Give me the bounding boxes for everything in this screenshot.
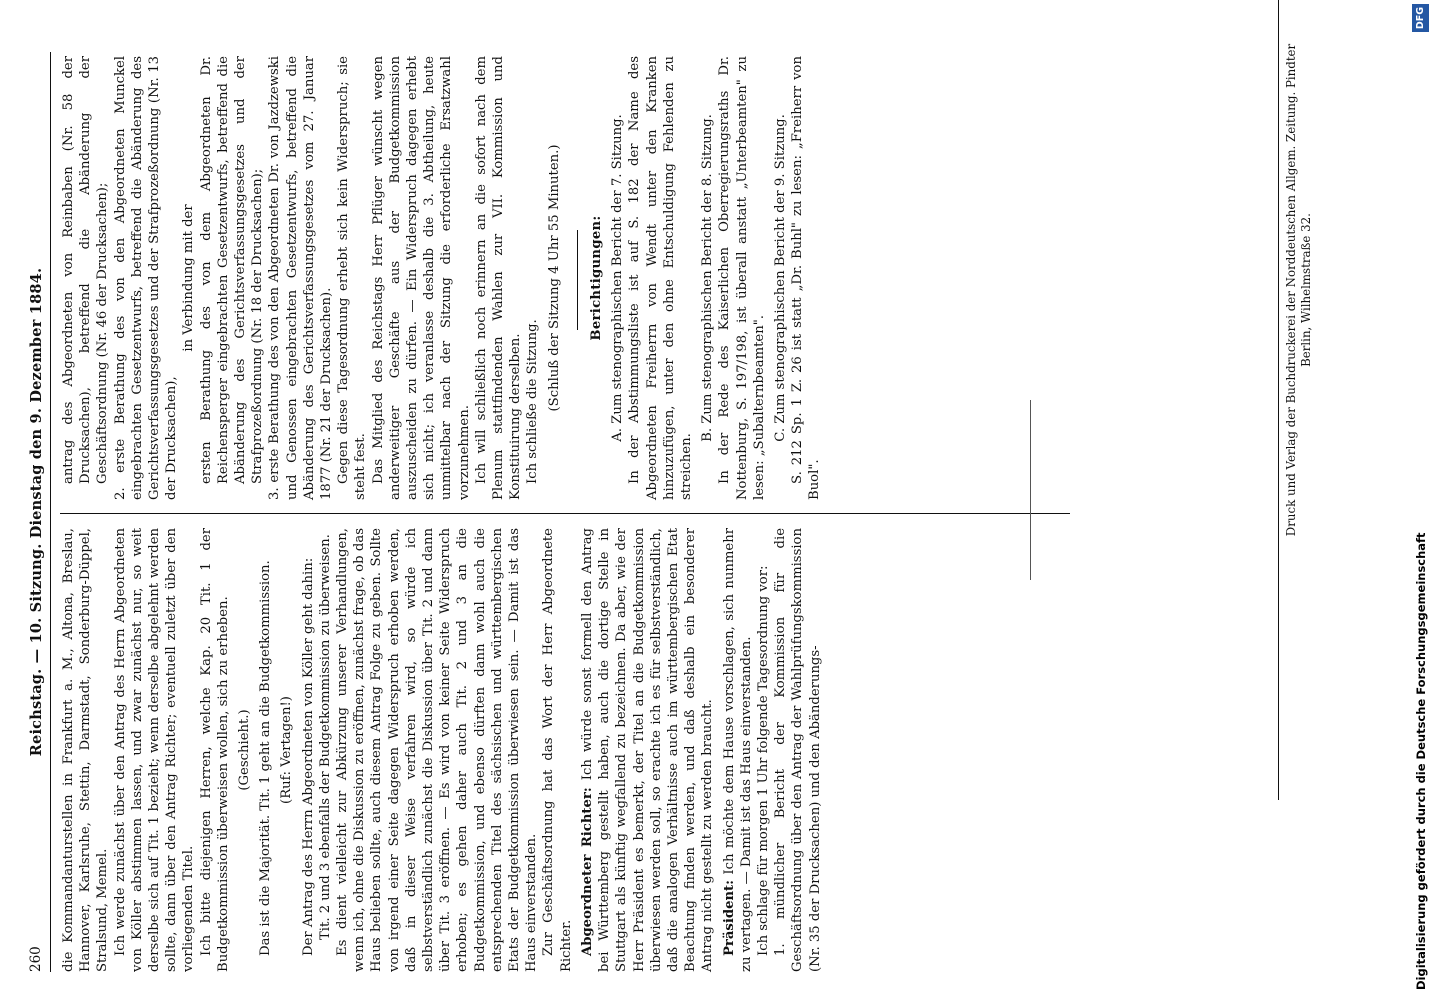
stage-note: (Ruf: Vertagen!) [279,696,295,804]
paragraph: Ich werde zunächst über den Antrag des Herrn Abgeordneten von Köller abstimmen lassen, und zwar zunächst nur, so weit derselbe sich auf Tit. 1 bezieht; wenn derselbe abgelehnt werden sollte, dann über den Antrag Richter; eventuell zuletzt über den vorliegenden Titel. [112,528,197,972]
paragraph: Ich schließe die Sitzung. [525,319,541,484]
correction-text: S. 212 Sp. 1 Z. 26 ist statt „Dr. Buhl" zu lesen: „Freiherr von Buol". [790,56,823,500]
paragraph: Das Mitglied des Reichstags Herr Pflüger wünscht wegen anderweitiger Geschäfte aus der Budgetkommission auszuscheiden zu dürfen. — Ein Widerspruch dagegen erhebt sich nicht; ich veranlasse deshalb die 3. Abtheilung, heute unmittelbar nach der Sitzung die erforderliche Ersatzwahl vorzunehmen. [370,56,472,500]
correction-text: In der Rede des Kaiserlichen Oberregierungsraths Dr. Nottenburg, S. 197/198, ist überall anstatt „Unterbeamten" zu lesen: „Subalternbeamten". [717,56,767,500]
paragraph: Es dient vielleicht zur Abkürzung unserer Verhandlungen, wenn ich, ohne die Diskussion zu eröffnen, zunächst frage, ob das Haus belieben sollte, auch diesem Antrag Folge zu geben. Sollte von irgend einer Seite dagegen Widerspruch erhoben werden, daß in dieser Weise verfahren wird, so würde ich selbstverständlich zunächst die Diskussion über Tit. 2 und dann über Tit. 3 eröffnen. — Es wird von keiner Seite Widerspruch erhoben; es gehen daher auch Tit. 2 und 3 an die Budgetkommission, und ebenso dürften dann wohl auch die entsprechenden Titel des sächsischen und württembergischen Etats der Budgetkommission überwiesen sein. — Damit ist das Haus einverstanden. [335,528,540,972]
imprint-line: Berlin, Wilhelmstraße 32. [1299,213,1313,367]
correction-text: In der Abstimmungsliste ist auf S. 182 der Name des Abgeordneten Freiherrn von Wendt unter den Kranken hinzuzufügen, unter den ohne Entschuldigung Fehlenden zu streichen. [627,56,694,500]
motion-text: Tit. 2 und 3 ebenfalls der Budgetkommission zu überweisen. [317,534,333,940]
agenda-item: 3. erste Berathung des von den Abgeordneten Dr. von Jazdzewski und Genossen eingebrachten Gesetzentwurfs, betreffend die Abänderung des Gerichtsverfassungsgesetzes vom 27. Januar 1877 (Nr. 21 der Drucksachen). [267,56,335,500]
session-close-note: (Schluß der Sitzung 4 Uhr 55 Minuten.) [546,144,562,412]
scan-artifact-line [1030,400,1031,580]
imprint-rule [1278,0,1279,800]
agenda-item: 1. mündlicher Bericht der Kommission für die Geschäftsordnung über den Antrag der Wahlprüfungskommission (Nr. 35 der Drucksachen) und den Abänderungs- [773,528,823,972]
digitization-note: Digitalisierung gefördert durch die Deutsche Forschungsgemeinschaft [1414,532,1428,990]
correction-subheading: B. Zum stenographischen Bericht der 8. Sitzung. [700,114,716,442]
imprint-line: Druck und Verlag der Buchdruckerei der Norddeutschen Allgem. Zeitung. Pindter [1284,43,1298,537]
garrison-list: die Kommandanturstellen in Frankfurt a. M., Altona, Breslau, Hannover, Karlsruhe, Stettin, Darmstadt, Sonderburg-Düppel, Stralsund, Memel. [61,528,111,972]
paragraph: Das ist die Majorität. Tit. 1 geht an die Budgetkommission. [258,560,274,956]
right-column [60,56,824,500]
agenda-item: antrag des Abgeordneten von Reinbaben (Nr. 58 der Drucksachen), betreffend die Abänderung der Geschäftsordnung (Nr. 46 der Drucksachen); [61,56,111,484]
left-column [60,528,824,972]
page-title: Reichstag. — 10. Sitzung. Dienstag den 9. Dezember 1884. [28,267,45,757]
speech-text: Ich möchte dem Hause vorschlagen, sich nunmehr zu vertagen. — Damit ist das Haus einverstanden. [721,528,754,972]
agenda-connector: in Verbindung mit der [181,204,197,352]
imprint [1284,20,1314,560]
digitization-band [1410,0,1432,1000]
speech-text: Ich würde sonst formell den Antrag bei Württemberg gestellt haben, auch die dortige Stelle in Stuttgart als künftig wegfallend zu bezeichnen. Da aber, wie der Herr Präsident es bemerkt, der Titel an die Budgetkommission überwiesen werden soll, so erachte ich es für selbstverständlich, daß die analogen Verhältnisse auch im württembergischen Etat Beachtung finden werden, und daß deshalb ein besonderer Antrag nicht gestellt zu werden braucht. [579,528,716,972]
speaker-name: Abgeordneter Richter: [579,787,595,956]
agenda-item: 2. erste Berathung des von den Abgeordneten Munckel eingebrachten Gesetzentwurfs, betreffend die Abänderung des Gerichtsverfassungsgesetzes und der Strafprozeßordnung (Nr. 13 der Drucksachen), [112,56,180,500]
paragraph: Zur Geschäftsordnung hat das Wort der Herr Abgeordnete Richter. [541,528,574,972]
paragraph: Gegen diese Tagesordnung erhebt sich kein Widerspruch; sie steht fest. [336,56,369,500]
paragraph: Der Antrag des Herrn Abgeordneten von Köller geht dahin: [300,557,316,956]
correction-subheading: A. Zum stenographischen Bericht der 7. Sitzung. [610,114,626,442]
header-rule [50,52,51,972]
speaker-name: Präsident: [721,879,737,956]
corrections-heading: Berichtigungen: [588,215,604,341]
paragraph: Ich bitte diejenigen Herren, welche Kap. 20 Tit. 1 der Budgetkommission überweisen wollen, sich zu erheben. [198,528,231,972]
speech-president [721,528,755,972]
paragraph: Ich schlage für morgen 1 Uhr folgende Tagesordnung vor: [755,565,771,956]
page-header [28,52,46,972]
column-divider [60,513,1070,514]
agenda-item: ersten Berathung des von dem Abgeordneten Dr. Reichensperger eingebrachten Gesetzentwurfs, betreffend die Abänderung des Gerichtsverfassungsgesetzes und der Strafprozeßordnung (Nr. 18 der Drucksachen); [198,56,266,484]
speech-richter [579,528,717,972]
paragraph: Ich will schließlich noch erinnern an die sofort nach dem Plenum stattfindenden Wahlen zur VII. Kommission und Konstituirung derselben. [473,56,524,500]
section-rule [577,230,578,330]
dfg-logo: DFG [1412,4,1429,32]
page-number: 260 [28,946,44,972]
stage-note: (Geschieht.) [237,709,253,791]
correction-subheading: C. Zum stenographischen Bericht der 9. Sitzung. [772,114,788,442]
